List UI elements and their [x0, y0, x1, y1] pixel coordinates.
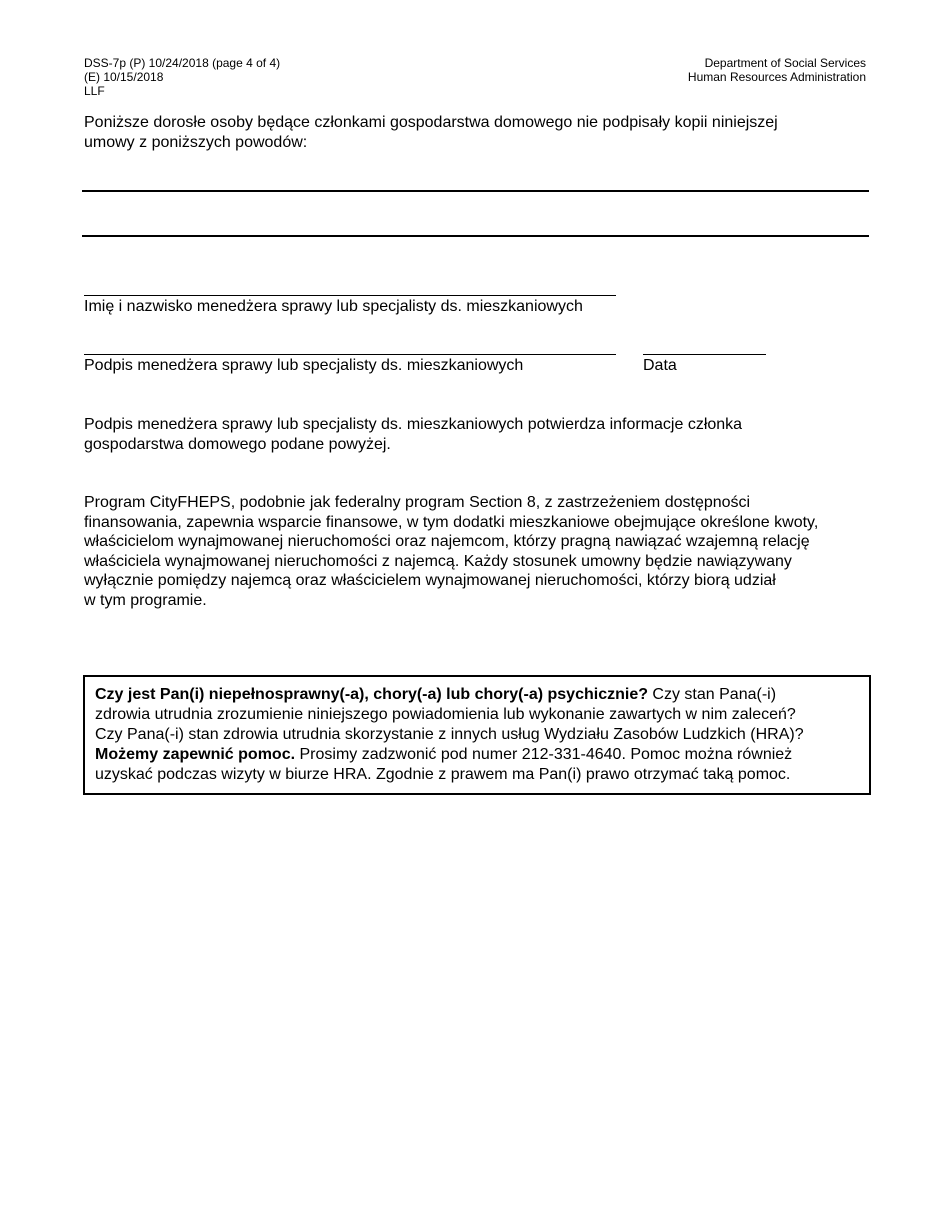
notice-question: Czy jest Pan(i) niepełnosprawny(-a), chory(-a) lub chory(-a) psychicznie?	[95, 686, 648, 703]
program-line: wyłącznie pomiędzy najemcą oraz właścicielem wynajmowanej nieruchomości, którzy biorą udział	[84, 572, 776, 590]
intro-line: umowy z poniższych powodów:	[84, 134, 308, 151]
notice-text: Czy stan Pana(-i)	[647, 686, 777, 703]
case-manager-name-line[interactable]	[84, 295, 616, 296]
intro-line: Poniższe dorosłe osoby będące członkami gospodarstwa domowego nie podpisały kopii niniejszej	[84, 114, 778, 131]
form-code: LLF	[84, 84, 105, 98]
date-line[interactable]	[643, 354, 766, 355]
english-date: (E) 10/15/2018	[84, 70, 164, 84]
program-line: Program CityFHEPS, podobnie jak federalny program Section 8, z zastrzeżeniem dostępności	[84, 494, 751, 511]
notice-help: Możemy zapewnić pomoc.	[95, 746, 296, 763]
program-line: finansowania, zapewnia wsparcie finansowe, w tym dodatki mieszkaniowe obejmujące określone kwoty,	[84, 513, 819, 531]
confirmation-line: gospodarstwa domowego podane powyżej.	[84, 435, 391, 453]
program-line: w tym programie.	[84, 591, 207, 609]
confirmation-paragraph	[84, 415, 884, 454]
reason-line-2[interactable]	[82, 235, 869, 237]
case-manager-signature-line[interactable]	[84, 354, 616, 355]
notice-phone-text: Prosimy zadzwonić pod numer 212-331-4640. Pomoc można również	[295, 746, 793, 763]
notice-text: Czy Pana(-i) stan zdrowia utrudnia skorzystanie z innych usług Wydziału Zasobów Ludzkich (HRA)?	[95, 726, 804, 743]
confirmation-line: Podpis menedżera sprawy lub specjalisty ds. mieszkaniowych potwierdza informacje członka	[84, 416, 743, 433]
notice-text: zdrowia utrudnia zrozumienie niniejszego powiadomienia lub wykonanie zawartych w nim zaleceń?	[95, 706, 796, 723]
program-paragraph	[84, 493, 884, 611]
accessibility-notice-box	[83, 675, 871, 795]
administration-name: Human Resources Administration	[687, 70, 866, 84]
program-line: właściciela wynajmowanej nieruchomości z najemcą. Każdy stosunek umowny będzie nawiązywany	[84, 552, 792, 570]
department-name: Department of Social Services	[704, 56, 866, 70]
date-label: Data	[643, 357, 677, 374]
form-id: DSS-7p (P) 10/24/2018 (page 4 of 4)	[84, 56, 281, 70]
intro-paragraph	[84, 113, 864, 153]
program-line: właścicielom wynajmowanej nieruchomości oraz najemcom, którzy pragną nawiązać wzajemną relację	[84, 533, 810, 551]
case-manager-name-label: Imię i nazwisko menedżera sprawy lub specjalisty ds. mieszkaniowych	[84, 298, 583, 315]
form-header-left	[84, 56, 280, 98]
case-manager-signature-label: Podpis menedżera sprawy lub specjalisty ds. mieszkaniowych	[84, 357, 524, 374]
form-header-right	[688, 56, 866, 84]
notice-text: uzyskać podczas wizyty w biurze HRA. Zgodnie z prawem ma Pan(i) prawo otrzymać taką pomoc.	[95, 766, 791, 783]
reason-line-1[interactable]	[82, 190, 869, 192]
